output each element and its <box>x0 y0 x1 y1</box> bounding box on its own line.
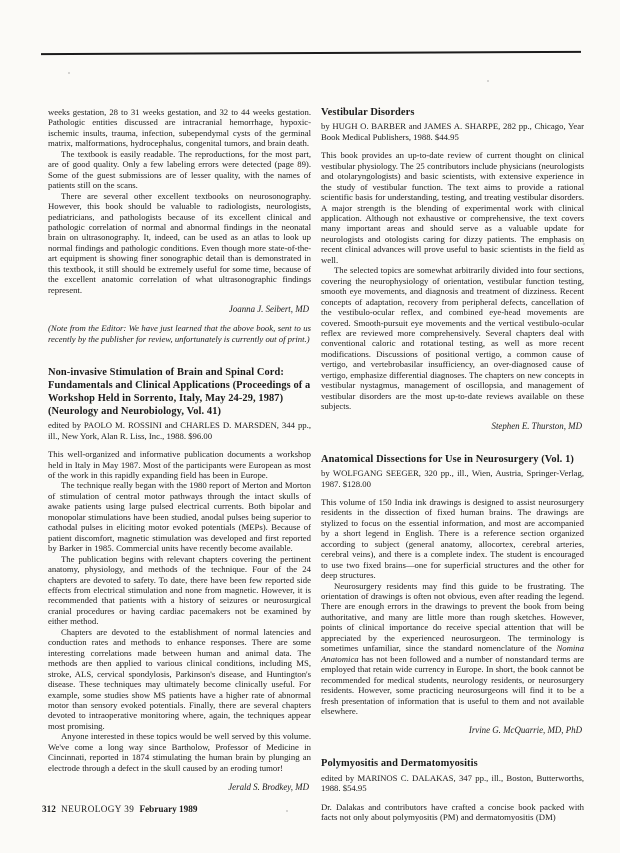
book-review-byline: by HUGH O. BARBER and JAMES A. SHARPE, 282 pp., Chicago, Year Book Medical Publishers, 1988. $44.95 <box>321 121 584 142</box>
review-paragraph: The technique really began with the 1980 report of Merton and Morton of stimulation of central motor pathways through the intact skulls of awake patients using large pulsed electrical currents. Both bipolar and monopolar stimulations have been studied, anodal pulses being superior to cathodal pulses in eliciting motor evoked potentials (MEPs). Because of patient discomfort, magnetic stimulation was developed and first reported by Barker in 1985. Commercial units have recently become available. <box>48 480 311 554</box>
book-review-byline: edited by PAOLO M. ROSSINI and CHARLES D. MARSDEN, 344 pp., ill., New York, Alan R. Liss, Inc., 1988. $96.00 <box>48 420 311 441</box>
left-column <box>48 107 311 801</box>
reviewer-signature: Stephen E. Thurston, MD <box>491 420 582 431</box>
review-paragraph: This volume of 150 India ink drawings is designed to assist neurosurgery residents in the dissection of fixed human brains. The drawings are stylized to focus on the essential information, and most are accompanied by a short legend in English. There is a reference section organized according to subject (general anatomy, allocortex, cerebral arteries, cerebral veins), and there is a complete index. The student is encouraged to use two fixed brains—one for superficial structures and the other for deep structures. <box>321 496 584 581</box>
latin-term: Nomina Anatomica <box>321 643 584 664</box>
book-review-byline: by WOLFGANG SEEGER, 320 pp., ill., Wien, Austria, Springer-Verlag, 1987. $128.00 <box>321 468 584 489</box>
review-paragraph <box>321 581 584 717</box>
reviewer-signature: Irvine G. McQuarrie, MD, PhD <box>468 725 582 736</box>
review-paragraph: The publication begins with relevant chapters covering the pertinent anatomy, physiology, and methods of the technique. Four of the 24 chapters are devoted to safety. To date, there have been few reported side effects from electrical stimulation and none from magnetic. However, it is recommended that patients with a history of seizures or neurosurgical cranial procedures or having cardiac pacemakers not be examined by either method. <box>48 553 311 627</box>
page-footer <box>42 804 197 814</box>
reviewer-signature: Joanna J. Seibert, MD <box>228 304 309 315</box>
book-review-byline: edited by MARINOS C. DALAKAS, 347 pp., ill., Boston, Butterworths, 1988. $54.95 <box>321 772 584 794</box>
review-paragraph: The selected topics are somewhat arbitrarily divided into four sections, covering the neurophysiology of orientation, vestibular function testing, smooth eye movements, and diagnosis and treatment of dizziness. Recent concepts of adaptation, recovery from peripheral defects, cancellation of the vestibulo-ocular reflex, and combined eye-head movements are covered. Smooth-pursuit eye movements and the vertical vestibulo-ocular reflex are reviewed more comprehensively. Several chapters deal with conventional caloric and rotational testing, as well as more recent modifications. Discussions of positional vertigo, a common cause of vertigo, and vertebrobasilar insufficiency, an over-diagnosed cause of vertigo, emphasize differential diagnoses. The chapters on new concepts in vestibular nystagmus, management of oscillopsia, and management of vestibular disorders are the most up-to-date reviews available on these subjects. <box>321 265 584 412</box>
review-paragraph: This book provides an up-to-date review of current thought on clinical vestibular physiology. The 25 contributors include physicians (neurologists and otolaryngologists) and basic scientists, with extensive experience in the study of vestibular function. The text aims to provide a rational scientific basis for understanding, testing, and treating vestibular disorders. A major strength is the blending of experimental work with clinical application. Although not exhaustive or comprehensive, the text covers many important areas and should serve as a valuable update for neurologists and otologists caring for dizzy patients. The emphasis on recent clinical advances will prove useful to basic scientists in the field as well. <box>321 150 584 265</box>
review-paragraph: There are several other excellent textbooks on neurosonography. However, this book should be valuable to radiologists, neurologists, pediatricians, and pathologists because of its excellent clinical and pathologic correlation of normal and abnormal findings in the neonatal brain on ultrasonography. It, indeed, can be used as an atlas to look up normal findings and pathologic conditions. Even though more state-of-the-art equipment is showing finer sonographic detail than is demonstrated in this textbook, it still should be extremely useful for some time, because of the excellent anatomic correlation of what ultrasonographic findings represent. <box>48 190 311 295</box>
editor-note: (Note from the Editor: We have just learned that the above book, sent to us recently by the publisher for review, unfortunately is currently out of print.) <box>48 323 311 344</box>
book-review-title: Vestibular Disorders <box>321 107 415 118</box>
review-paragraph: Dr. Dalakas and contributors have crafted a concise book packed with facts not only about polymyositis (PM) and dermatomyositis (DM) <box>321 801 584 823</box>
review-paragraph: Anyone interested in these topics would be well served by this volume. We've come a long way since Bartholow, Professor of Medicine in Cincinnati, reported in 1874 stimulating the human brain by plunging an electrode through a defect in the skull caused by an eroding tumor! <box>48 731 311 773</box>
scan-speck <box>68 72 70 74</box>
page-number: 312 <box>42 804 56 814</box>
book-review-title: Polymyositis and Dermatomyositis <box>321 758 478 770</box>
review-paragraph: Chapters are devoted to the establishment of normal latencies and conduction rates and methods to enhance responses. There are some interesting correlations made between human and animal data. The methods are then applied to various clinical conditions, including MS, stroke, ALS, cervical spondylosis, Parkinson's disease, and Huntington's disease. These techniques may ultimately become clinically useful. For example, some studies show MS patients have a higher rate of abnormal motor than sensory evoked potentials. Finally, there are several chapters devoted to intraoperative monitoring where, again, the techniques appear most promising. <box>48 626 311 731</box>
paragraph-text: has not been followed and a number of nonstandard terms are employed that retain wide currency in Europe. In short, the book cannot be recommended for medical students, neurology residents, or neurosurgery residents. However, some practicing neurosurgeons will find it to be a fresh presentation of information that is useful to them and not available elsewhere. <box>321 653 584 717</box>
paragraph-text: Neurosurgery residents may find this guide to be frustrating. The orientation of drawings is often not obvious, even after reading the legend. There are enough errors in the drawings to prevent the book from being authoritative, and many are little more than rough sketches. However, points of clinical importance do receive special attention that will be appreciated by the experienced neurosurgeon. The terminology is sometimes unfamiliar, since the standard nomenclature of the <box>321 580 584 654</box>
right-column <box>321 107 584 823</box>
scan-speck <box>487 80 489 82</box>
review-paragraph: The textbook is easily readable. The reproductions, for the most part, are of good quality. Only a few labeling errors were detected (page 89). Some of the guest submissions are of lesser quality, with the names of patients still on the scans. <box>48 148 311 191</box>
reviewer-signature: Jerald S. Brodkey, MD <box>228 782 309 793</box>
review-paragraph: This well-organized and informative publication documents a workshop held in Italy in May 1987. Most of the participants were European as most of the work in this rapidly expanding field has been in Europe. <box>48 449 311 480</box>
two-column-layout <box>48 107 584 823</box>
page-top-rule <box>41 51 581 55</box>
journal-name: NEUROLOGY 39 <box>61 804 135 814</box>
review-paragraph: weeks gestation, 28 to 31 weeks gestation, and 32 to 44 weeks gestation. Pathologic entities discussed are intracranial hemorrhage, hypoxic-ischemic insults, trauma, infection, subependymal cysts of the germinal matrix, malformations, hydrocephalus, congenital tumors, and brain death. <box>48 107 311 149</box>
book-review-title: Anatomical Dissections for Use in Neurosurgery (Vol. 1) <box>321 453 574 465</box>
book-review-title: Non-invasive Stimulation of Brain and Spinal Cord: Fundamentals and Clinical Applications (Proceedings of a Workshop Held in Sorrento, Italy, May 24-29, 1987) (Neurology and Neurobiology, Vol. 41) <box>48 367 311 417</box>
issue-date: February 1989 <box>139 804 198 814</box>
